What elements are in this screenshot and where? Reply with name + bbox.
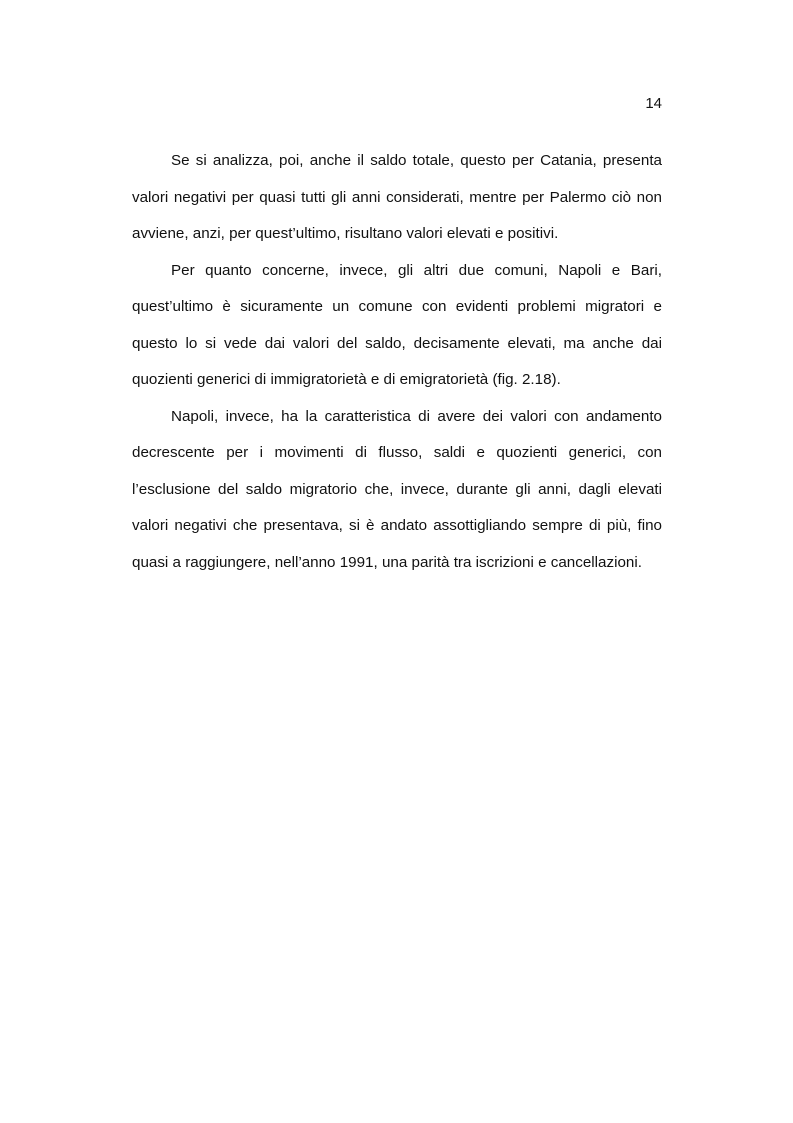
paragraph-napoli: Napoli, invece, ha la caratteristica di avere dei valori con andamento decrescente per i movimenti di flusso, saldi e quozienti generici, con l’esclusione del saldo migratorio che, invece, durante gli anni, dagli elevati valori negativi che presentava, si è andato assottigliando sempre di più, fino quasi a raggiungere, nell’anno 1991, una parità tra iscrizioni e cancellazioni. xyxy=(132,407,662,571)
paragraph-napoli-bari: Per quanto concerne, invece, gli altri due comuni, Napoli e Bari, quest’ultimo è sicuramente un comune con evidenti problemi migratori e questo lo si vede dai valori del saldo, decisamente elevati, ma anche dai quozienti generici di immigratorietà e di emigratorietà (fig. 2.18). xyxy=(132,261,662,388)
page-number: 14 xyxy=(645,95,662,112)
paragraph-saldo-totale: Se si analizza, poi, anche il saldo totale, questo per Catania, presenta valori negativi per quasi tutti gli anni considerati, mentre per Palermo ciò non avviene, anzi, per quest’ultimo, risultano valori elevati e positivi. xyxy=(132,152,662,242)
body-text xyxy=(132,143,662,581)
